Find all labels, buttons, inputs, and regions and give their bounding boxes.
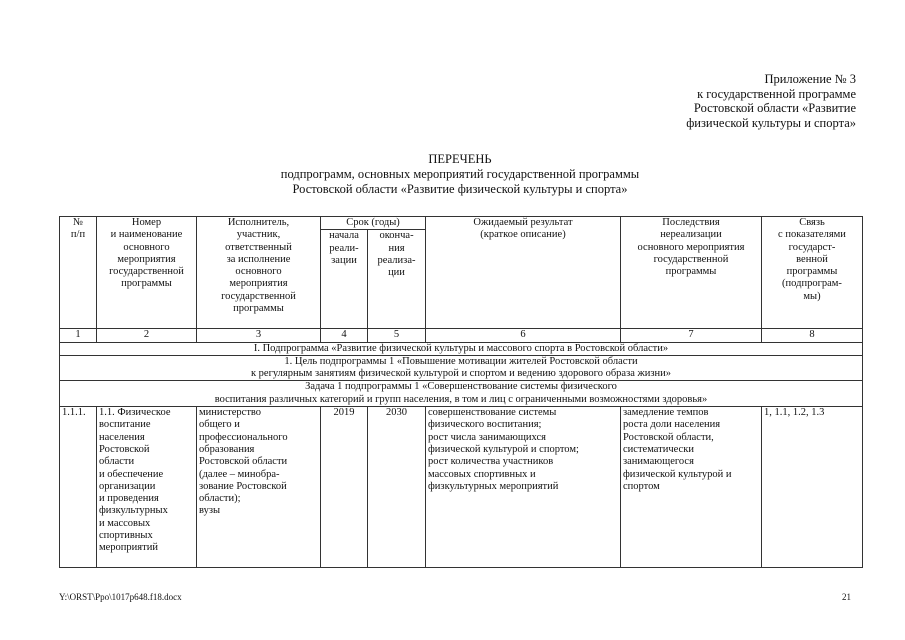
row-result: совершенствование системы физического воспитания; рост числа занимающихся физической культурой и спортом; рост количества участников массовых спортивных и физкультурных мероприятий — [426, 407, 621, 568]
header-consequence: Последствия нереализации основного мероприятия государственной программы — [621, 217, 762, 329]
task-line: воспитания различных категорий и групп населения, в том и лиц с ограниченными возможностями здоровья» — [214, 393, 708, 405]
header-row — [60, 217, 863, 230]
task-row — [60, 381, 863, 407]
goal-row — [60, 355, 863, 381]
appendix-line: физической культуры и спорта» — [686, 115, 856, 130]
column-number: 6 — [426, 329, 621, 342]
column-numbers-row — [60, 329, 863, 342]
appendix-header — [620, 72, 856, 130]
goal-title — [60, 355, 863, 381]
subprogram-title: I. Подпрограмма «Развитие физической культуры и массового спорта в Ростовской области» — [60, 342, 863, 355]
page-number: 21 — [842, 592, 851, 602]
row-end-year: 2030 — [368, 407, 426, 568]
column-number: 5 — [368, 329, 426, 342]
row-number: 1.1.1. — [60, 407, 97, 568]
appendix-line: к государственной программе — [697, 86, 856, 101]
document-subtitle: подпрограмм, основных мероприятий государственной программы — [280, 167, 640, 181]
goal-line: 1. Цель подпрограммы 1 «Повышение мотивации жителей Ростовской области — [284, 355, 638, 367]
document-title: ПЕРЕЧЕНЬ — [428, 152, 492, 166]
row-consequence: замедление темпов роста доли населения Ростовской области, систематически занимающегося физической культурой и спортом — [621, 407, 762, 568]
header-end: оконча- ния реализа- ции — [368, 230, 426, 329]
activities-table — [59, 216, 863, 568]
column-number: 3 — [197, 329, 321, 342]
document-subtitle: Ростовской области «Развитие физической культуры и спорта» — [292, 182, 628, 196]
goal-line: к регулярным занятиям физической культурой и спортом и ведению здорового образа жизни» — [250, 368, 672, 380]
header-number: № п/п — [60, 217, 97, 329]
appendix-line: Ростовской области «Развитие — [693, 101, 856, 115]
row-link: 1, 1.1, 1.2, 1.3 — [762, 407, 863, 568]
header-start: начала реали- зации — [321, 230, 368, 329]
column-number: 4 — [321, 329, 368, 342]
task-line: Задача 1 подпрограммы 1 «Совершенствование системы физического — [305, 381, 617, 393]
row-start-year: 2019 — [321, 407, 368, 568]
document-heading — [150, 152, 770, 197]
file-path: Y:\ORST\Ppo\1017p648.f18.docx — [59, 592, 182, 602]
subprogram-row — [60, 342, 863, 355]
header-executor: Исполнитель, участник, ответственный за исполнение основного мероприятия государственной программы — [197, 217, 321, 329]
header-link: Связь с показателями государст- венной программы (подпрограм- мы) — [762, 217, 863, 329]
appendix-line: Приложение № 3 — [764, 72, 856, 86]
header-term: Срок (годы) — [321, 217, 426, 230]
column-number: 7 — [621, 329, 762, 342]
header-activity-name: Номер и наименование основного мероприятия государственной программы — [97, 217, 197, 329]
column-number: 8 — [762, 329, 863, 342]
column-number: 1 — [60, 329, 97, 342]
row-executor: министерство общего и профессионального образования Ростовской области (далее – минобра- зование Ростовской области); вузы — [197, 407, 321, 568]
header-result: Ожидаемый результат (краткое описание) — [426, 217, 621, 329]
task-title — [60, 381, 863, 407]
table-row — [60, 407, 863, 568]
column-number: 2 — [97, 329, 197, 342]
row-activity-name: 1.1. Физическое воспитание населения Ростовской области и обеспечение организации и проведения физкультурных и массовых спортивных мероприятий — [97, 407, 197, 568]
